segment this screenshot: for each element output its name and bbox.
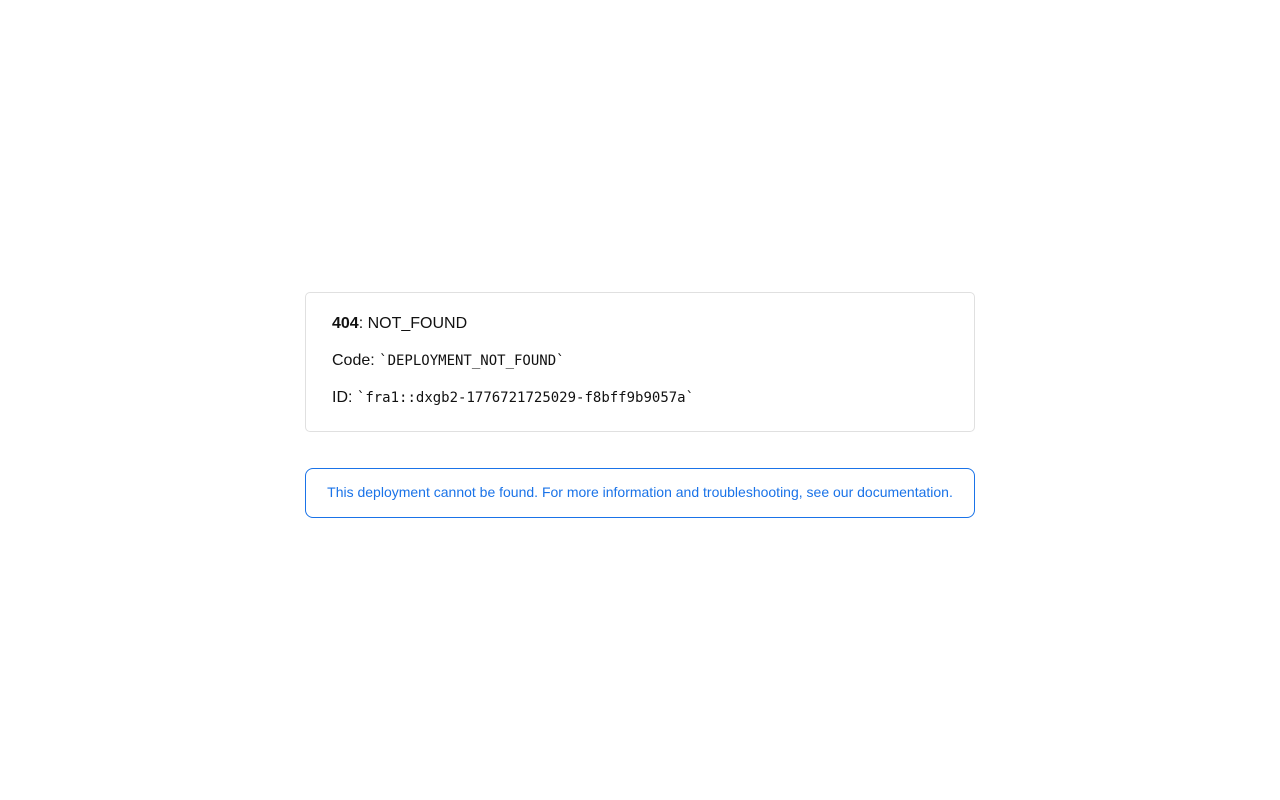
- documentation-link-notice[interactable]: [305, 468, 975, 518]
- documentation-notice-text: This deployment cannot be found. For more information and troubleshooting, see our documentation.: [327, 484, 953, 500]
- error-code-line: [332, 351, 948, 371]
- deployment-id-label: ID:: [332, 389, 357, 406]
- deployment-id-value: `fra1::dxgb2-1776721725029-f8bff9b9057a`: [356, 390, 695, 406]
- deployment-id-line: [332, 388, 948, 408]
- status-line: [332, 314, 948, 334]
- error-content: [305, 292, 975, 518]
- status-code: 404: [332, 315, 359, 332]
- error-code-value: `DEPLOYMENT_NOT_FOUND`: [379, 353, 565, 369]
- error-code-label: Code:: [332, 352, 380, 369]
- status-label: : NOT_FOUND: [358, 315, 468, 332]
- error-card: [305, 292, 975, 432]
